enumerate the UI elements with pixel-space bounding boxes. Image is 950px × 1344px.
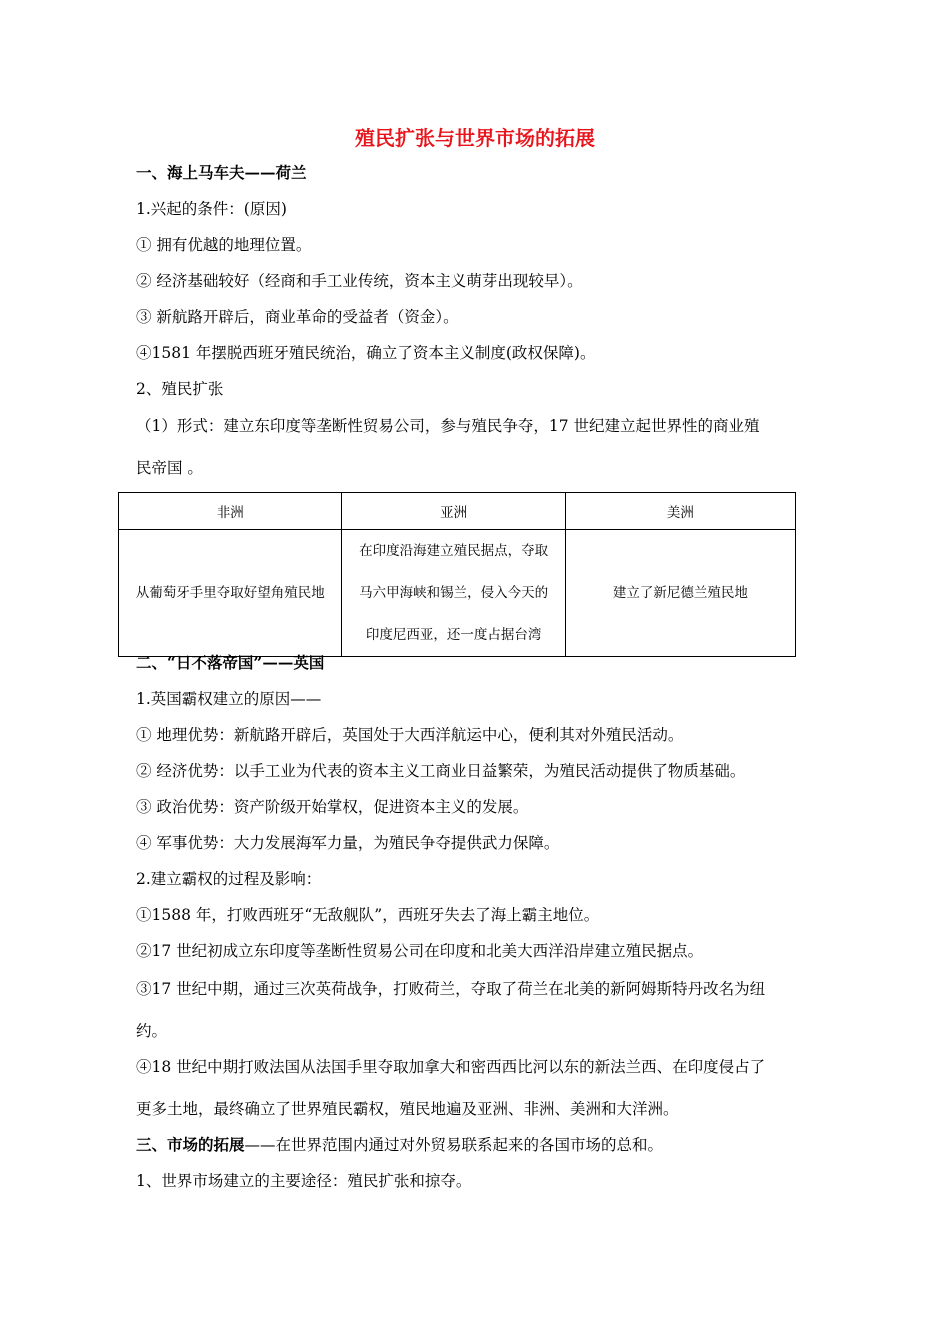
list-item: 1、世界市场建立的主要途径：殖民扩张和掠夺。: [136, 1172, 472, 1190]
section-2-subheading: 1.英国霸权建立的原因——: [136, 690, 322, 708]
table-header-row: [119, 493, 796, 530]
paragraph-line: 更多土地，最终确立了世界殖民霸权，殖民地遍及亚洲、非洲、美洲和大洋洲。: [136, 1100, 679, 1118]
section-3-definition: ——在世界范围内通过对外贸易联系起来的各国市场的总和。: [244, 1136, 664, 1154]
list-item: ①1588 年，打败西班牙“无敌舰队”，西班牙失去了海上霸主地位。: [136, 906, 600, 924]
list-item: ②17 世纪初成立东印度等垄断性贸易公司在印度和北美大西洋沿岸建立殖民据点。: [136, 942, 704, 960]
section-2-heading: 二、“日不落帝国”——英国: [136, 653, 325, 672]
list-item: ④1581 年摆脱西班牙殖民统治，确立了资本主义制度(政权保障)。: [136, 344, 596, 362]
section-1-subheading: 2、殖民扩张: [136, 380, 224, 398]
list-item: ④ 军事优势：大力发展海军力量，为殖民争夺提供武力保障。: [136, 834, 560, 852]
section-1-subheading: 1.兴起的条件：(原因): [136, 200, 287, 218]
table-header-cell: 美洲: [565, 493, 795, 530]
section-3-line: [136, 1135, 663, 1155]
table-header-cell: 亚洲: [342, 493, 565, 530]
list-item: ③ 政治优势：资产阶级开始掌权，促进资本主义的发展。: [136, 798, 529, 816]
paragraph-line: 约。: [136, 1022, 168, 1040]
section-1-heading: 一、海上马车夫——荷兰: [136, 163, 307, 182]
table-cell: 从葡萄牙手里夺取好望角殖民地: [119, 530, 342, 657]
paragraph-line: ④18 世纪中期打败法国从法国手里夺取加拿大和密西西比河以东的新法兰西、在印度侵占了: [136, 1058, 766, 1076]
list-item: ③ 新航路开辟后，商业革命的受益者（资金）。: [136, 308, 459, 326]
table-row: [119, 530, 796, 657]
paragraph-line: 民帝国 。: [136, 459, 203, 477]
paragraph-line: （1）形式：建立东印度等垄断性贸易公司，参与殖民争夺，17 世纪建立起世界性的商业殖: [136, 417, 760, 435]
document-title: 殖民扩张与世界市场的拓展: [355, 126, 595, 150]
paragraph-line: ③17 世纪中期，通过三次英荷战争，打败荷兰，夺取了荷兰在北美的新阿姆斯特丹改名为纽: [136, 980, 766, 998]
list-item: ② 经济基础较好（经商和手工业传统，资本主义萌芽出现较早）。: [136, 272, 583, 290]
table-cell: 建立了新尼德兰殖民地: [565, 530, 795, 657]
colony-table: [118, 492, 796, 657]
table-header-cell: 非洲: [119, 493, 342, 530]
list-item: ② 经济优势：以手工业为代表的资本主义工商业日益繁荣，为殖民活动提供了物质基础。: [136, 762, 746, 780]
list-item: ① 拥有优越的地理位置。: [136, 236, 312, 254]
section-3-heading: 三、市场的拓展: [136, 1135, 245, 1154]
table-cell: 在印度沿海建立殖民据点，夺取 马六甲海峡和锡兰，侵入今天的 印度尼西亚，还一度占据台湾: [342, 530, 565, 657]
list-item: ① 地理优势：新航路开辟后，英国处于大西洋航运中心，便利其对外殖民活动。: [136, 726, 684, 744]
section-2-subheading: 2.建立霸权的过程及影响：: [136, 870, 322, 888]
